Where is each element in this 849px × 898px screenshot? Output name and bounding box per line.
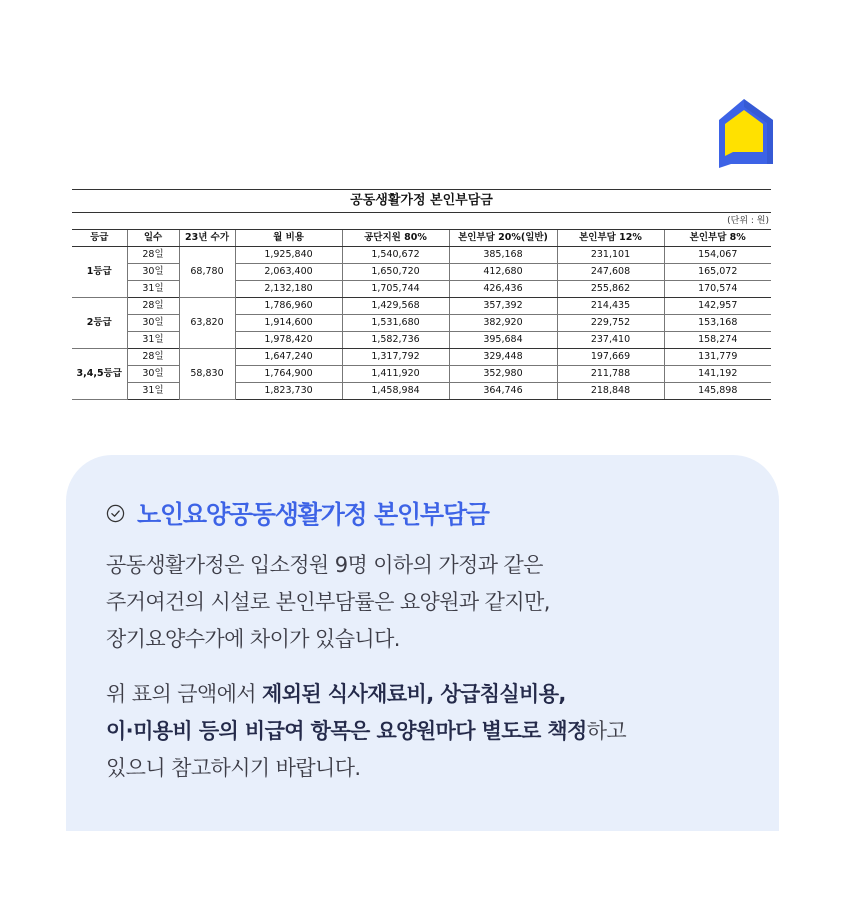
days-cell: 28일 [127, 298, 179, 315]
self8-cell: 131,779 [664, 349, 771, 366]
self12-cell: 231,101 [557, 247, 664, 264]
table-row [72, 281, 771, 298]
days-cell: 30일 [127, 264, 179, 281]
header-fee: 23년 수가 [179, 230, 235, 247]
days-cell: 30일 [127, 366, 179, 383]
card-heading [106, 495, 489, 531]
days-cell: 31일 [127, 332, 179, 349]
check-circle-icon [106, 504, 125, 523]
self12-cell: 237,410 [557, 332, 664, 349]
self8-cell: 158,274 [664, 332, 771, 349]
days-cell: 31일 [127, 281, 179, 298]
monthly-cell: 1,823,730 [235, 383, 342, 400]
table-row [72, 247, 771, 264]
self20-cell: 364,746 [449, 383, 557, 400]
self20-cell: 382,920 [449, 315, 557, 332]
monthly-cell: 2,132,180 [235, 281, 342, 298]
header-days: 일수 [127, 230, 179, 247]
self8-cell: 165,072 [664, 264, 771, 281]
support80-cell: 1,650,720 [342, 264, 449, 281]
notice-line-2 [106, 713, 756, 750]
header-self12: 본인부담 12% [557, 230, 664, 247]
monthly-cell: 1,764,900 [235, 366, 342, 383]
notice-emphasis: 제외된 식사재료비, 상급침실비용, [262, 682, 566, 706]
grade-cell: 2등급 [72, 298, 127, 349]
self8-cell: 153,168 [664, 315, 771, 332]
header-self20: 본인부담 20%(일반) [449, 230, 557, 247]
table-unit: (단위 : 원) [727, 216, 769, 226]
burden-table-section [72, 189, 771, 400]
support80-cell: 1,458,984 [342, 383, 449, 400]
card-title: 노인요양공동생활가정 본인부담금 [137, 500, 489, 529]
info-card [66, 455, 779, 831]
self20-cell: 412,680 [449, 264, 557, 281]
support80-cell: 1,429,568 [342, 298, 449, 315]
self12-cell: 214,435 [557, 298, 664, 315]
support80-cell: 1,705,744 [342, 281, 449, 298]
description-line: 주거여건의 시설로 본인부담률은 요양원과 같지만, [106, 590, 550, 614]
self8-cell: 141,192 [664, 366, 771, 383]
self20-cell: 426,436 [449, 281, 557, 298]
description-line: 공동생활가정은 입소정원 9명 이하의 가정과 같은 [106, 553, 543, 577]
self12-cell: 229,752 [557, 315, 664, 332]
notice-text: 위 표의 금액에서 [106, 682, 263, 706]
table-row [72, 349, 771, 366]
self8-cell: 145,898 [664, 383, 771, 400]
self12-cell: 197,669 [557, 349, 664, 366]
fee-cell: 58,830 [179, 349, 235, 400]
grade-cell: 3,4,5등급 [72, 349, 127, 400]
self20-cell: 395,684 [449, 332, 557, 349]
days-cell: 30일 [127, 315, 179, 332]
monthly-cell: 1,978,420 [235, 332, 342, 349]
brand-logo-icon [711, 96, 777, 170]
self20-cell: 329,448 [449, 349, 557, 366]
monthly-cell: 1,786,960 [235, 298, 342, 315]
burden-table [72, 229, 771, 400]
support80-cell: 1,317,792 [342, 349, 449, 366]
grade-cell: 1등급 [72, 247, 127, 298]
monthly-cell: 1,914,600 [235, 315, 342, 332]
self12-cell: 247,608 [557, 264, 664, 281]
self12-cell: 255,862 [557, 281, 664, 298]
notice-emphasis: 이·미용비 등의 비급여 항목은 요양원마다 별도로 책정 [106, 719, 587, 743]
table-row [72, 383, 771, 400]
header-grade: 등급 [72, 230, 127, 247]
description-line: 장기요양수가에 차이가 있습니다. [106, 627, 400, 651]
monthly-cell: 1,925,840 [235, 247, 342, 264]
self12-cell: 218,848 [557, 383, 664, 400]
table-header-row [72, 230, 771, 247]
self12-cell: 211,788 [557, 366, 664, 383]
table-title: 공동생활가정 본인부담금 [72, 189, 771, 213]
table-row [72, 264, 771, 281]
table-row [72, 332, 771, 349]
support80-cell: 1,540,672 [342, 247, 449, 264]
monthly-cell: 2,063,400 [235, 264, 342, 281]
self20-cell: 385,168 [449, 247, 557, 264]
self8-cell: 154,067 [664, 247, 771, 264]
fee-cell: 68,780 [179, 247, 235, 298]
header-self8: 본인부담 8% [664, 230, 771, 247]
self8-cell: 170,574 [664, 281, 771, 298]
notice-line-3: 있으니 참고하시기 바랍니다. [106, 756, 361, 780]
days-cell: 28일 [127, 349, 179, 366]
table-row [72, 366, 771, 383]
table-row [72, 315, 771, 332]
notice-text: 하고 [586, 719, 627, 743]
table-row [72, 298, 771, 315]
monthly-cell: 1,647,240 [235, 349, 342, 366]
support80-cell: 1,411,920 [342, 366, 449, 383]
header-support80: 공단지원 80% [342, 230, 449, 247]
support80-cell: 1,582,736 [342, 332, 449, 349]
description-paragraph [106, 547, 756, 658]
self20-cell: 357,392 [449, 298, 557, 315]
notice-line-1 [106, 676, 756, 713]
support80-cell: 1,531,680 [342, 315, 449, 332]
self8-cell: 142,957 [664, 298, 771, 315]
self20-cell: 352,980 [449, 366, 557, 383]
days-cell: 28일 [127, 247, 179, 264]
days-cell: 31일 [127, 383, 179, 400]
header-monthly: 월 비용 [235, 230, 342, 247]
fee-cell: 63,820 [179, 298, 235, 349]
notice-paragraph [106, 676, 756, 787]
